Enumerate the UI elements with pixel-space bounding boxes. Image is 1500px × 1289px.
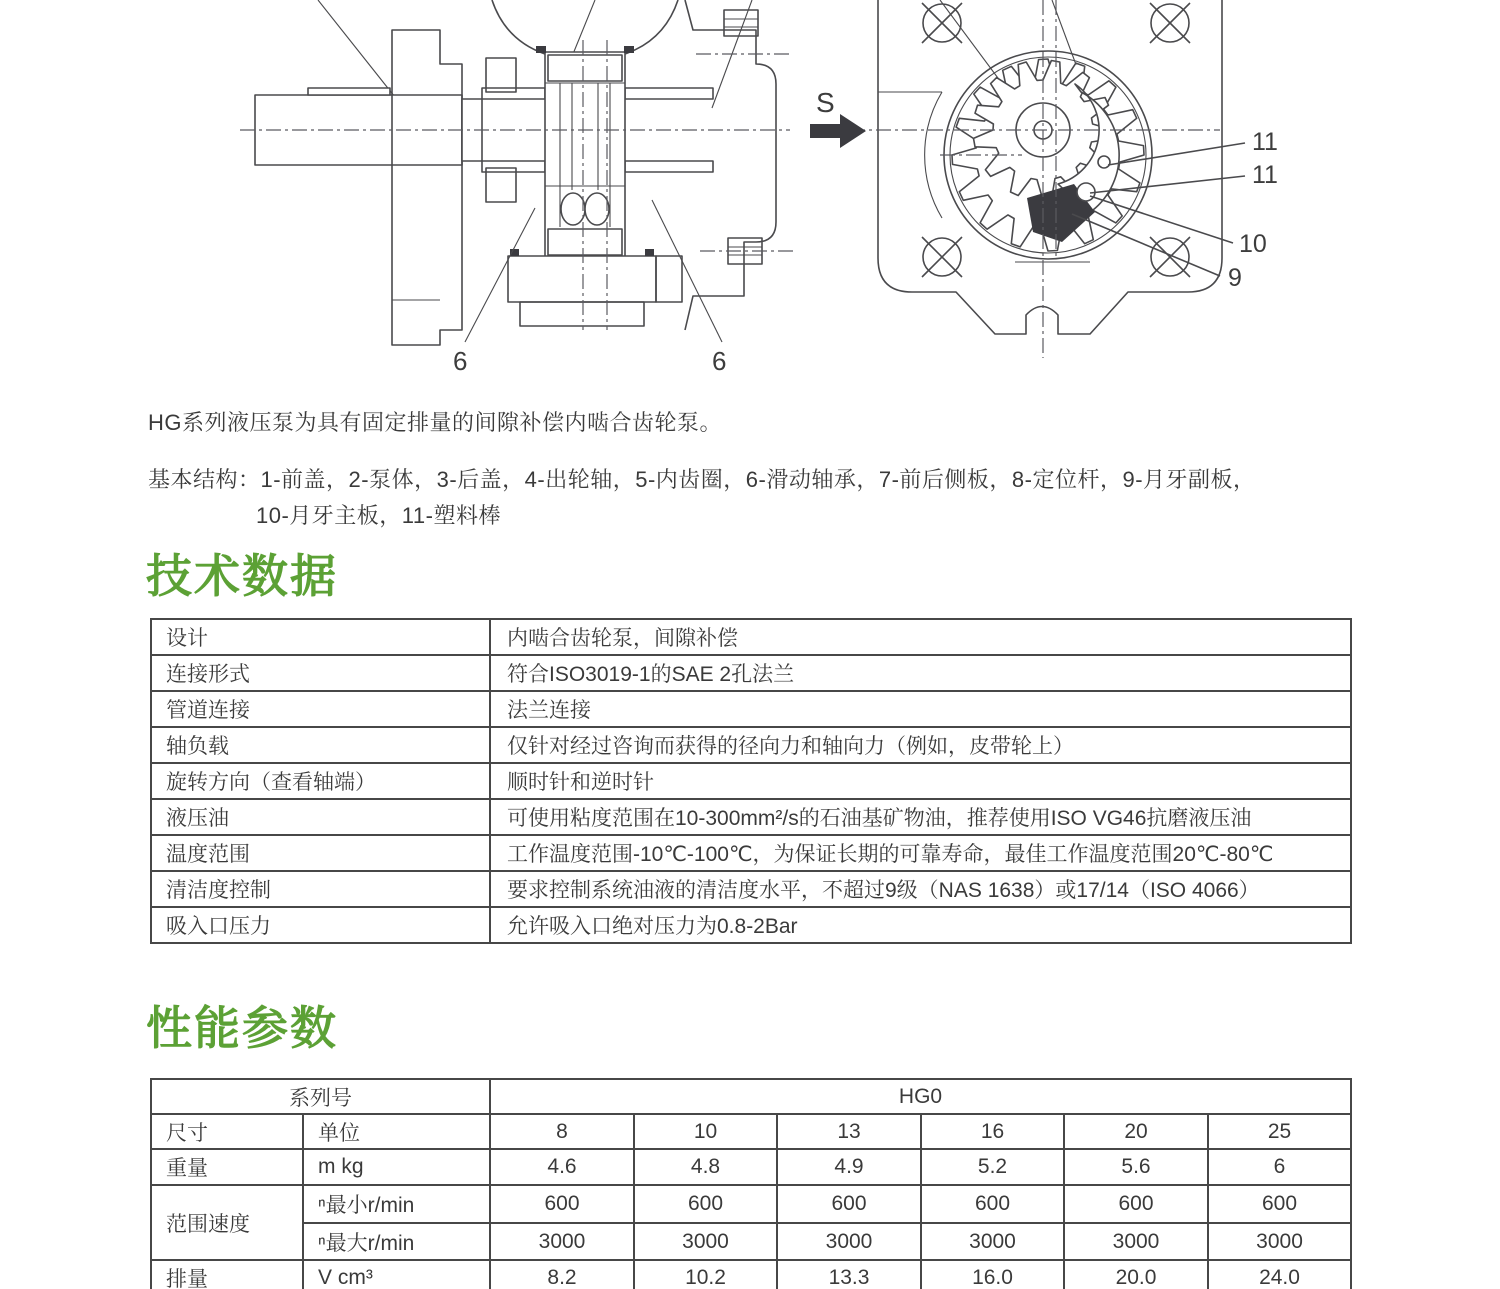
speed-min-value: 600 [777,1185,921,1223]
label-plastic-rod-a: 11 [1252,128,1278,156]
perf-params-title: 性能参数 [146,1002,338,1054]
weight-unit: m kg [303,1149,490,1185]
tech-label: 旋转方向（查看轴端） [151,763,490,799]
speed-max-value: 3000 [921,1223,1064,1260]
tech-label: 清洁度控制 [151,871,490,907]
tech-value: 内啮合齿轮泵，间隙补偿 [490,619,1351,655]
tech-data-title: 技术数据 [146,550,338,602]
speed-max-value: 3000 [777,1223,921,1260]
speed-range-label: 范围速度 [151,1185,303,1260]
tech-label: 轴负载 [151,727,490,763]
tech-label: 液压油 [151,799,490,835]
table-row [151,1149,1351,1185]
tech-label: 连接形式 [151,655,490,691]
speed-max-value: 3000 [1064,1223,1208,1260]
table-row [151,871,1351,907]
tech-value: 工作温度范围-10℃-100℃，为保证长期的可靠寿命，最佳工作温度范围20℃-80℃ [490,835,1351,871]
unit-label: 单位 [303,1114,490,1149]
tech-value: 符合ISO3019-1的SAE 2孔法兰 [490,655,1351,691]
displacement-value: 20.0 [1064,1260,1208,1289]
speed-min-unit: ⁿ最小r/min [303,1185,490,1223]
displacement-unit: V cm³ [303,1260,490,1289]
tech-label: 管道连接 [151,691,490,727]
speed-max-value: 3000 [634,1223,777,1260]
intro-structure [148,462,1256,534]
section-drawing [240,0,795,345]
label-crescent-sub: 9 [1228,264,1242,292]
figure-pump-section [140,0,805,395]
table-row [151,1223,1351,1260]
structure-line-1: 基本结构：1-前盖，2-泵体，3-后盖，4-出轮轴，5-内齿圈，6-滑动轴承，7-前后侧板，8-定位杆，9-月牙副板， [148,467,1256,492]
weight-label: 重量 [151,1149,303,1185]
table-row [151,1114,1351,1149]
tech-value: 要求控制系统油液的清洁度水平，不超过9级（NAS 1638）或17/14（ISO 4066） [490,871,1351,907]
table-row [151,1079,1351,1114]
table-row [151,835,1351,871]
tech-label: 设计 [151,619,490,655]
table-row [151,1185,1351,1223]
label-bearing-a: 6 [453,346,468,376]
size-value: 8 [490,1114,634,1149]
speed-min-value: 600 [921,1185,1064,1223]
speed-min-value: 600 [490,1185,634,1223]
speed-min-value: 600 [1208,1185,1351,1223]
series-value: HG0 [490,1079,1351,1114]
label-bearing-b: 6 [712,346,727,376]
size-value: 20 [1064,1114,1208,1149]
displacement-value: 16.0 [921,1260,1064,1289]
front-drawing [810,0,1245,358]
size-label: 尺寸 [151,1114,303,1149]
speed-max-value: 3000 [490,1223,634,1260]
table-row [151,799,1351,835]
weight-value: 4.9 [777,1149,921,1185]
tech-label: 温度范围 [151,835,490,871]
table-row [151,763,1351,799]
size-value: 10 [634,1114,777,1149]
size-value: 13 [777,1114,921,1149]
table-row [151,619,1351,655]
tech-value: 法兰连接 [490,691,1351,727]
table-row [151,907,1351,943]
tech-label: 吸入口压力 [151,907,490,943]
weight-value: 6 [1208,1149,1351,1185]
label-crescent-main: 10 [1239,230,1267,258]
tech-value: 可使用粘度范围在10-300mm²/s的石油基矿物油，推荐使用ISO VG46抗磨液压油 [490,799,1351,835]
structure-line-2: 10-月牙主板，11-塑料棒 [256,503,501,528]
displacement-value: 10.2 [634,1260,777,1289]
tech-data-table [150,618,1352,944]
size-value: 25 [1208,1114,1351,1149]
weight-value: 4.6 [490,1149,634,1185]
tech-value: 允许吸入口绝对压力为0.8-2Bar [490,907,1351,943]
tech-value: 仅针对经过咨询而获得的径向力和轴向力（例如，皮带轮上） [490,727,1351,763]
intro-description: HG系列液压泵为具有固定排量的间隙补偿内啮合齿轮泵。 [148,410,723,435]
speed-max-value: 3000 [1208,1223,1351,1260]
figure-pump-front [790,0,1320,365]
weight-value: 5.2 [921,1149,1064,1185]
table-row [151,691,1351,727]
label-plastic-rod-b: 11 [1252,161,1278,189]
speed-max-unit: ⁿ最大r/min [303,1223,490,1260]
weight-value: 5.6 [1064,1149,1208,1185]
displacement-label: 排量 [151,1260,303,1289]
speed-min-value: 600 [1064,1185,1208,1223]
series-label: 系列号 [151,1079,490,1114]
weight-value: 4.8 [634,1149,777,1185]
size-value: 16 [921,1114,1064,1149]
displacement-value: 24.0 [1208,1260,1351,1289]
label-suction: S [816,87,835,118]
tech-value: 顺时针和逆时针 [490,763,1351,799]
table-row [151,727,1351,763]
suction-arrow-icon [810,114,866,148]
speed-min-value: 600 [634,1185,777,1223]
table-row [151,655,1351,691]
displacement-value: 13.3 [777,1260,921,1289]
displacement-value: 8.2 [490,1260,634,1289]
performance-table [150,1078,1352,1289]
table-row [151,1260,1351,1289]
